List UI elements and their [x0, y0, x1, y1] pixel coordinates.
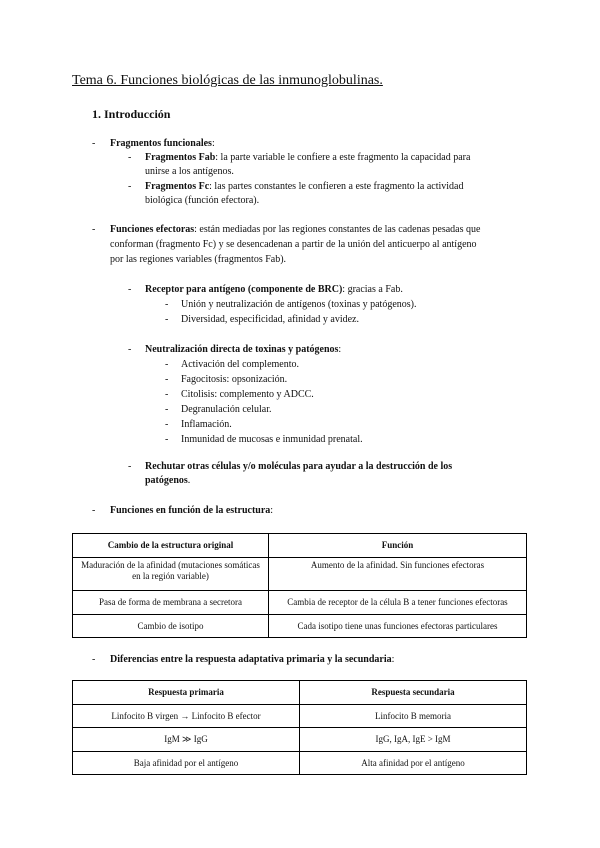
table-row: [73, 728, 527, 752]
bullet-dash: -: [92, 224, 96, 235]
table-row: [73, 705, 527, 728]
neutral-sub: Degranulación celular.: [181, 404, 272, 415]
estructura-table: [72, 533, 527, 638]
recruit-item-cont: patógenos.: [145, 475, 191, 486]
column-header: Respuesta secundaria: [300, 681, 527, 705]
section-heading: 1. Introducción: [92, 107, 171, 121]
bullet-dash: -: [92, 505, 96, 516]
column-header: Cambio de la estructura original: [73, 534, 269, 558]
table-cell: Linfocito B virgen → Linfocito B efector: [73, 705, 300, 728]
efect-paragraph: Funciones efectoras: están mediadas por las regiones constantes de las cadenas pesadas que: [110, 224, 481, 235]
bullet-dash: -: [92, 654, 96, 665]
page-title: Tema 6. Funciones biológicas de las inmunoglobulinas.: [72, 73, 383, 88]
table-row: [73, 591, 527, 615]
table-cell: Baja afinidad por el antígeno: [73, 752, 300, 775]
frag-heading: Fragmentos funcionales:: [110, 138, 215, 149]
bullet-dash: -: [128, 284, 132, 295]
column-header: Función: [269, 534, 527, 558]
table-cell: IgG, IgA, IgE > IgM: [300, 728, 527, 752]
table-row: [73, 752, 527, 775]
table-cell: Maduración de la afinidad (mutaciones somáticas en la región variable): [73, 558, 269, 591]
table-cell: Cambio de isotipo: [73, 615, 269, 638]
recruit-item: Rechutar otras células y/o moléculas para ayudar a la destrucción de los: [145, 461, 453, 472]
fc-item-cont: biológica (función efectora).: [145, 195, 260, 206]
bullet-dash: -: [165, 434, 169, 445]
bullet-dash: -: [165, 404, 169, 415]
receptor-sub: Unión y neutralización de antígenos (toxinas y patógenos).: [181, 299, 417, 310]
bullet-dash: -: [165, 314, 169, 325]
bullet-dash: -: [165, 374, 169, 385]
neutral-sub: Fagocitosis: opsonización.: [181, 374, 288, 385]
table-row: [73, 558, 527, 591]
respuesta-table: [72, 680, 527, 775]
table-cell: Linfocito B memoria: [300, 705, 527, 728]
neutral-sub: Citolisis: complemento y ADCC.: [181, 389, 314, 400]
efect-line2: conforman (fragmento Fc) y se desencadenan a partir de la unión del anticuerpo al antígeno: [110, 239, 477, 250]
fc-item: Fragmentos Fc: las partes constantes le confieren a este fragmento la actividad: [145, 181, 464, 192]
table-cell: Alta afinidad por el antígeno: [300, 752, 527, 775]
neutral-item: Neutralización directa de toxinas y patógenos:: [145, 344, 342, 355]
neutral-sub: Inmunidad de mucosas e inmunidad prenatal.: [181, 434, 363, 445]
table-cell: IgM ≫ IgG: [73, 728, 300, 752]
efect-line3: por las regiones variables (fragmentos Fab).: [110, 254, 287, 265]
fab-item: Fragmentos Fab: la parte variable le confiere a este fragmento la capacidad para: [145, 152, 471, 163]
bullet-dash: -: [128, 461, 132, 472]
fab-item-cont: unirse a los antígenos.: [145, 166, 234, 177]
bullet-dash: -: [165, 359, 169, 370]
table-header-row: [73, 534, 527, 558]
neutral-sub: Activación del complemento.: [181, 359, 300, 370]
neutral-sub: Inflamación.: [181, 419, 232, 430]
bullet-dash: -: [165, 419, 169, 430]
table-cell: Aumento de la afinidad. Sin funciones efectoras: [269, 558, 527, 591]
bullet-dash: -: [92, 138, 96, 149]
table-row: [73, 615, 527, 638]
bullet-dash: -: [128, 152, 132, 163]
bullet-dash: -: [128, 181, 132, 192]
table-cell: Cada isotipo tiene unas funciones efectoras particulares: [269, 615, 527, 638]
table-header-row: [73, 681, 527, 705]
bullet-dash: -: [128, 344, 132, 355]
estructura-heading: Funciones en función de la estructura:: [110, 505, 274, 516]
table-cell: Pasa de forma de membrana a secretora: [73, 591, 269, 615]
bullet-dash: -: [165, 389, 169, 400]
bullet-dash: -: [165, 299, 169, 310]
receptor-sub: Diversidad, especificidad, afinidad y avidez.: [181, 314, 359, 325]
receptor-item: Receptor para antígeno (componente de BRC): gracias a Fab.: [145, 284, 403, 295]
respuesta-heading: Diferencias entre la respuesta adaptativa primaria y la secundaria:: [110, 654, 395, 665]
column-header: Respuesta primaria: [73, 681, 300, 705]
table-cell: Cambia de receptor de la célula B a tener funciones efectoras: [269, 591, 527, 615]
